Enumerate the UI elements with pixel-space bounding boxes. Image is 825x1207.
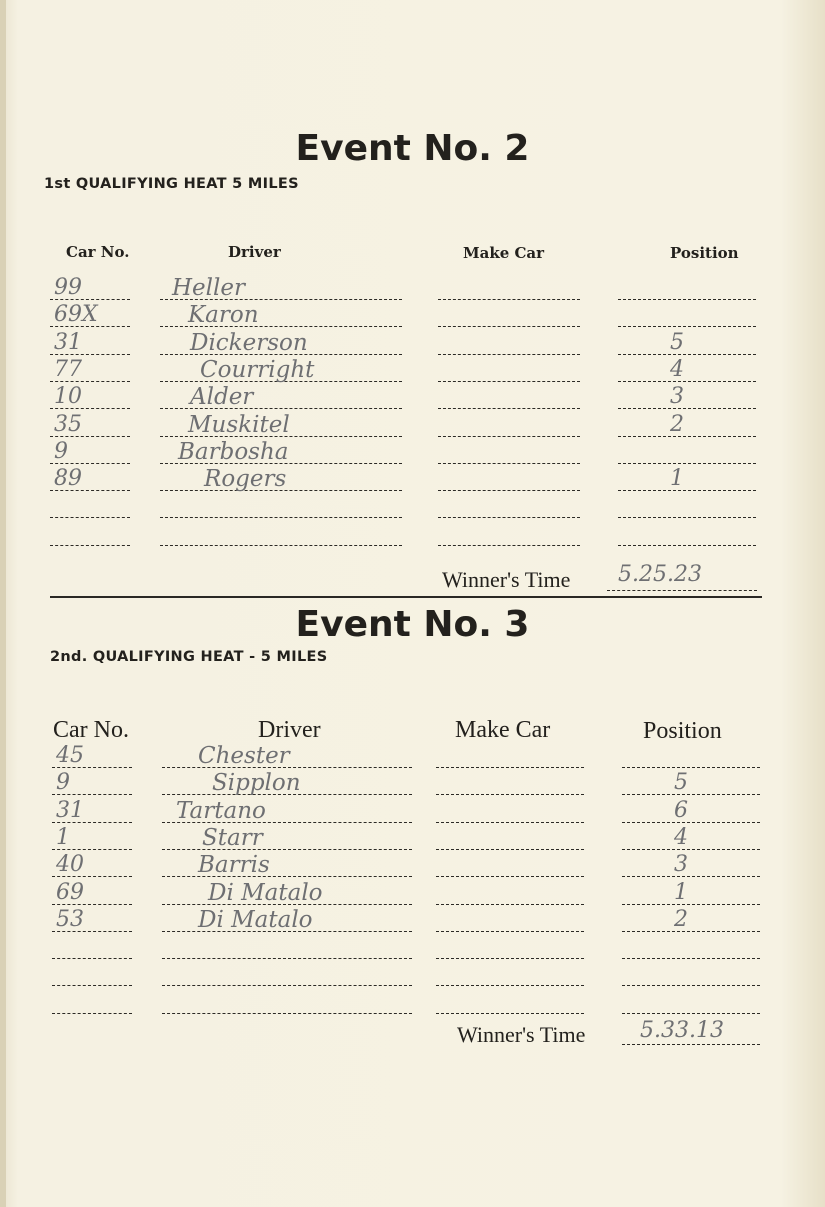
event2-row-7-make-line bbox=[438, 463, 580, 464]
event3-row-10-make-line bbox=[436, 1013, 584, 1014]
event2-row-2-make-line bbox=[438, 326, 580, 327]
event3-row-3-car: 31 bbox=[56, 797, 84, 823]
event3-row-9-make-line bbox=[436, 985, 584, 986]
event3-row-10-position-line bbox=[622, 1013, 760, 1014]
event2-row-8-driver: Rogers bbox=[204, 466, 287, 493]
event2-row-5-car: 10 bbox=[54, 384, 82, 410]
event2-row-8-position: 1 bbox=[670, 466, 684, 492]
event2-row-1-driver: Heller bbox=[172, 275, 245, 301]
event2-header-make: Make Car bbox=[463, 244, 545, 262]
event3-row-6-car: 69 bbox=[56, 879, 84, 905]
event3-row-6-driver: Di Matalo bbox=[208, 879, 323, 906]
event2-row-4-car: 77 bbox=[54, 356, 82, 382]
event3-row-5-position: 3 bbox=[674, 852, 688, 878]
event3-row-10-car-line bbox=[52, 1013, 132, 1014]
event3-row-3-driver: Tartano bbox=[176, 797, 266, 824]
event3-header-driver: Driver bbox=[258, 717, 321, 743]
event3-row-8-position-line bbox=[622, 958, 760, 959]
event3-row-8-make-line bbox=[436, 958, 584, 959]
event3-row-5-driver: Barris bbox=[198, 852, 270, 879]
event2-row-6-position-line bbox=[618, 436, 756, 437]
event3-row-2-make-line bbox=[436, 794, 584, 795]
event2-row-10-car-line bbox=[50, 545, 130, 546]
event2-row-2-car: 69X bbox=[54, 302, 98, 328]
event3-winners-time-value: 5.33.13 bbox=[640, 1018, 724, 1043]
event2-row-6-make-line bbox=[438, 436, 580, 437]
event2-row-9-car-line bbox=[50, 517, 130, 518]
event3-row-7-position: 2 bbox=[674, 906, 688, 932]
event3-row-4-driver-line bbox=[162, 849, 412, 850]
event2-row-7-car: 9 bbox=[54, 438, 68, 464]
event3-row-10-driver-line bbox=[162, 1013, 412, 1014]
event2-row-4-position: 4 bbox=[670, 356, 684, 382]
event2-row-3-car: 31 bbox=[54, 329, 82, 355]
event2-row-8-position-line bbox=[618, 490, 756, 491]
event3-row-2-driver: Sipplon bbox=[212, 770, 301, 797]
event2-row-10-make-line bbox=[438, 545, 580, 546]
event3-row-3-position: 6 bbox=[674, 797, 688, 823]
event2-subtitle: 1st QUALIFYING HEAT 5 MILES bbox=[44, 176, 299, 192]
event2-header-position: Position bbox=[670, 244, 739, 262]
event3-row-1-car: 45 bbox=[56, 743, 84, 768]
event3-row-7-make-line bbox=[436, 931, 584, 932]
event2-row-5-driver: Alder bbox=[190, 384, 254, 411]
event2-row-7-position-line bbox=[618, 463, 756, 464]
event3-row-7-position-line bbox=[622, 931, 760, 932]
event2-title: Event No. 2 bbox=[295, 128, 530, 169]
event2-row-9-make-line bbox=[438, 517, 580, 518]
event2-row-10-driver-line bbox=[160, 545, 402, 546]
event2-row-2-driver: Karon bbox=[188, 302, 259, 329]
event2-header-car: Car No. bbox=[66, 243, 130, 261]
event2-row-5-position-line bbox=[618, 408, 756, 409]
event2-row-6-car: 35 bbox=[54, 411, 82, 437]
event3-winners-time-line bbox=[622, 1044, 760, 1045]
event3-row-9-driver-line bbox=[162, 985, 412, 986]
event2-row-4-position-line bbox=[618, 381, 756, 382]
event2-row-2-position-line bbox=[618, 326, 756, 327]
event3-row-1-position-line bbox=[622, 767, 760, 768]
event2-row-4-driver: Courright bbox=[200, 356, 315, 383]
event3-row-8-car-line bbox=[52, 958, 132, 959]
event2-row-4-make-line bbox=[438, 381, 580, 382]
event2-winners-time-label: Winner's Time bbox=[442, 567, 571, 592]
event3-row-2-position: 5 bbox=[674, 770, 688, 796]
event3-row-1-make-line bbox=[436, 767, 584, 768]
event3-row-2-car: 9 bbox=[56, 770, 70, 796]
event3-row-4-position-line bbox=[622, 849, 760, 850]
event3-row-5-make-line bbox=[436, 876, 584, 877]
event2-row-6-position: 2 bbox=[670, 411, 684, 437]
event3-subtitle: 2nd. QUALIFYING HEAT - 5 MILES bbox=[50, 649, 328, 665]
event3-row-5-position-line bbox=[622, 876, 760, 877]
event2-row-3-position: 5 bbox=[670, 329, 684, 355]
event3-row-7-driver: Di Matalo bbox=[198, 906, 313, 933]
event3-row-4-car: 1 bbox=[56, 824, 70, 850]
event2-row-9-driver-line bbox=[160, 517, 402, 518]
event2-row-10-position-line bbox=[618, 545, 756, 546]
event2-row-9-position-line bbox=[618, 517, 756, 518]
event3-row-7-car: 53 bbox=[56, 906, 84, 932]
event3-row-5-car: 40 bbox=[56, 852, 84, 878]
event3-row-8-driver-line bbox=[162, 958, 412, 959]
event2-row-1-car: 99 bbox=[54, 275, 82, 300]
event2-winners-time-value: 5.25.23 bbox=[618, 562, 702, 587]
event2-winners-time-line bbox=[607, 590, 757, 591]
event3-row-6-make-line bbox=[436, 904, 584, 905]
event2-row-5-position: 3 bbox=[670, 384, 684, 410]
event3-row-3-make-line bbox=[436, 822, 584, 823]
event3-title: Event No. 3 bbox=[295, 604, 530, 645]
event3-winners-time-label: Winner's Time bbox=[457, 1022, 586, 1047]
event2-row-8-car: 89 bbox=[54, 466, 82, 492]
event3-header-car: Car No. bbox=[53, 717, 129, 743]
event3-row-3-position-line bbox=[622, 822, 760, 823]
event3-row-6-position-line bbox=[622, 904, 760, 905]
event2-row-1-position-line bbox=[618, 299, 756, 300]
event2-row-5-make-line bbox=[438, 408, 580, 409]
event2-row-3-driver: Dickerson bbox=[190, 329, 308, 356]
event3-header-position: Position bbox=[643, 718, 722, 744]
event3-row-9-position-line bbox=[622, 985, 760, 986]
section-divider bbox=[50, 596, 762, 598]
event2-row-6-driver: Muskitel bbox=[188, 411, 290, 438]
event2-row-3-position-line bbox=[618, 354, 756, 355]
event2-row-1-make-line bbox=[438, 299, 580, 300]
event2-row-3-make-line bbox=[438, 354, 580, 355]
event2-row-8-make-line bbox=[438, 490, 580, 491]
event2-header-driver: Driver bbox=[228, 243, 281, 261]
event3-row-2-position-line bbox=[622, 794, 760, 795]
event3-row-4-driver: Starr bbox=[202, 824, 263, 851]
event3-row-9-car-line bbox=[52, 985, 132, 986]
event2-row-7-driver: Barbosha bbox=[178, 438, 289, 465]
event3-header-make: Make Car bbox=[455, 717, 551, 743]
event3-row-1-driver: Chester bbox=[198, 743, 290, 769]
event3-row-4-make-line bbox=[436, 849, 584, 850]
event3-row-6-position: 1 bbox=[674, 879, 688, 905]
event3-row-4-position: 4 bbox=[674, 824, 688, 850]
